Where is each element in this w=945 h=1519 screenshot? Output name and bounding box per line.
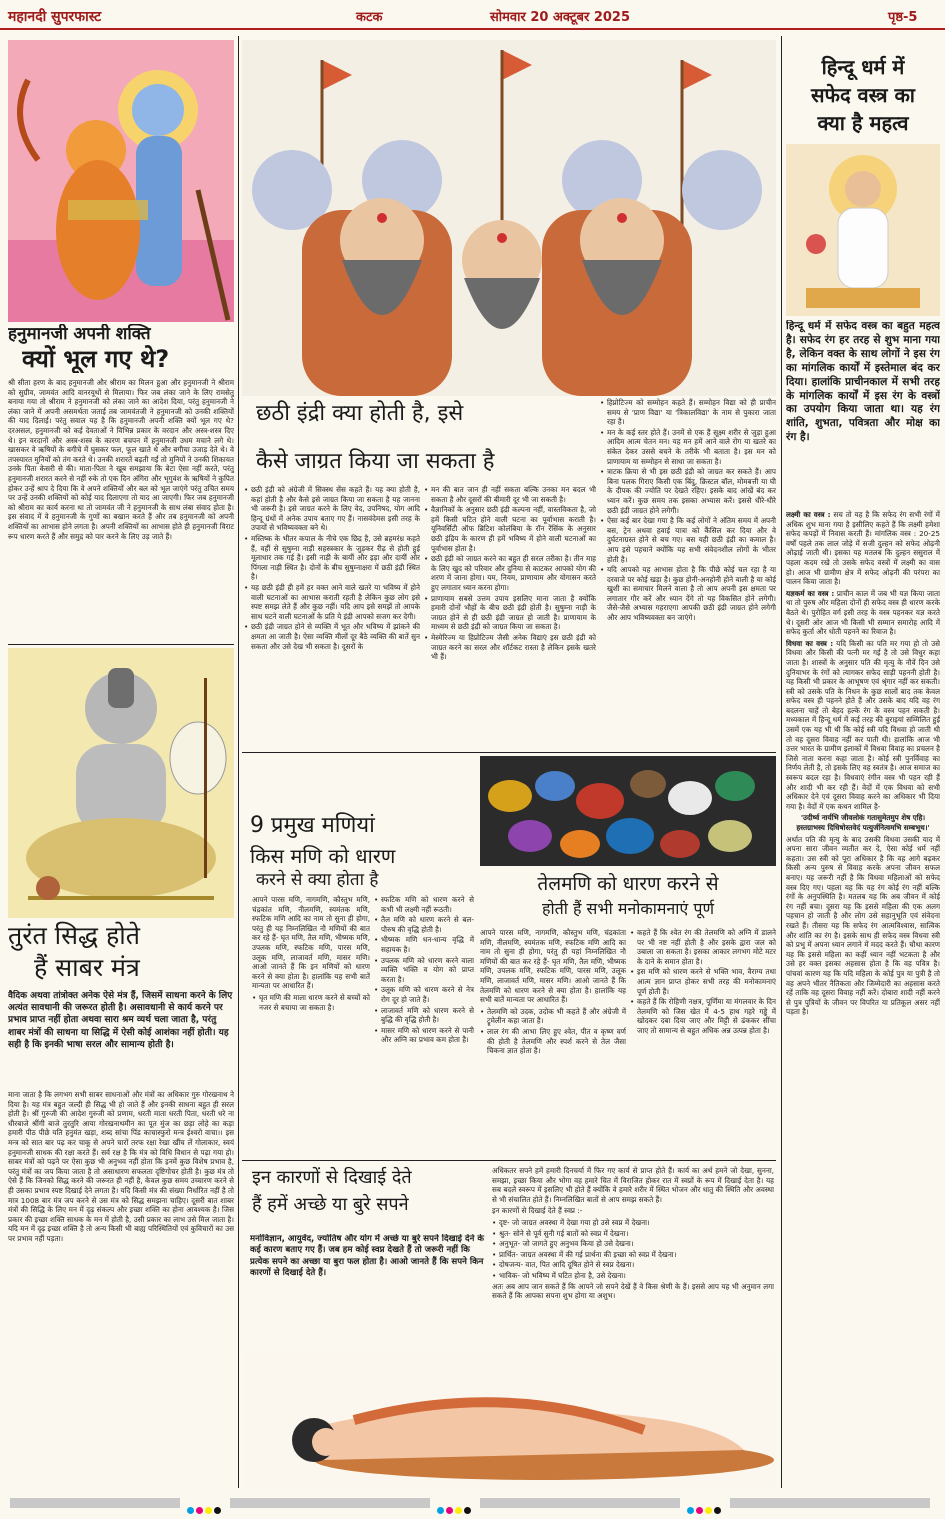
list-item: • छठी इंद्री जाग्रत होने से व्यक्ति में भूत और भविष्य में झांकने की क्षमता आ जाती है। ऐसा व्यक्ति मीलों दूर बैठे व्यक्ति की बातें सुन सकता और उसे देख भी सकता है। दूसरों के [244, 622, 420, 651]
para-lakshmi: सच तो यह है कि सफेद रंग सभी रंगों में अधिक शुभ माना गया है इसीलिए कहते हैं कि लक्ष्मी हमेशा सफेद कपड़ों में निवास करती हैं। मांगलिक वस्त्र : 20-25 वर्षों पहले तक लाल जोड़े में सजी दुल्हन को सफेद ओढ़नी ओढ़ाई जाती थी। इसका यह मतलब कि दुल्हन ससुराल में पहला कदम रखे तो उसके सफेद वस्त्रों में लक्ष्मी का वास हो। आज भी ग्रामीण क्षेत्र में सफेद ओढ़नी की परंपरा का पालन किया जाता है। [786, 510, 940, 587]
sixth-sense-column-2 [424, 485, 596, 748]
list-item: • भीष्मक मणि धन-धान्य वृद्धि में सहायक है। [374, 935, 474, 954]
list-item: • घृत मणि की माला धारण करने से बच्चों को नजर से बचाया जा सकता है। [252, 993, 370, 1012]
white-cloth-lead: हिन्दू धर्म में सफेद वस्त्र का बहुत महत्व है। सफेद रंग हर तरह से शुभ माना गया है, लेकिन वक्त के साथ लोगों ने इस रंग का मांगलिक कार्यों में इस्तेमाल बंद कर दिया। हालांकि प्राचीनकाल में सभी तरह के मांगलिक कार्यों में इस रंग के वस्त्रों का उपयोग किया जाता था। यह रंग शांति, शुभता, पवित्रता और मोक्ष का रंग है। [786, 320, 940, 444]
gems-headline-2: किस मणि को धारण [250, 844, 396, 868]
list-item: • भाविक- जो भविष्य में घटित होना है, उसे देखना। [492, 1271, 774, 1281]
subhead-lakshmi: लक्ष्मी का वस्त्र : [786, 510, 831, 519]
column-rule [238, 36, 239, 1488]
newspaper-name: महानदी सुपरफास्ट [8, 9, 102, 25]
white-cloth-article-body [786, 510, 940, 1488]
opal-intro: आपने पारस मणि, नागमणि, कौस्तुभ मणि, चंद्रकांता मणि, नीलमणि, स्यमंतक मणि, स्फटिक मणि आदि का नाम तो सुना ही होगा, परंतु ही यहां निम्नलिखित नौ मणियों की बात कर रहे हैं- घृत मणि, तैल मणि, भीष्मक मणि, उपलक मणि, स्फटिक मणि, पारस मणि, उलूक मणि, लाजावर्त मणि, मासर मणि। आओ जानते हैं कि तेलमणि को धारण करने से क्या होता है। हालांकि यह सभी बातें मान्यता पर आधारित हैं। [480, 928, 626, 1005]
sixth-sense-column-1 [244, 485, 420, 748]
sabar-headline-1: तुरंत सिद्ध होते [8, 921, 140, 950]
section-rule [8, 644, 234, 645]
gems-headline-1: 9 प्रमुख मणियां [250, 813, 375, 838]
print-registration-bar [0, 1490, 945, 1519]
dreams-intro: इन कारणों से दिखाई देते हैं स्वप्न :- [492, 1206, 583, 1216]
list-item: • प्रार्थित- जाग्रत अवस्था में की गई प्रार्थना की इच्छा को स्वप्न में देखना। [492, 1250, 774, 1260]
para-yagya: प्राचीन काल में जब भी यज्ञ किया जाता था तो पुरुष और महिला दोनों ही सफेद वस्त्र ही धारण करके बैठते थे। पुरोहित वर्ग इसी तरह के वस्त्र पहनकर यज्ञ करते थे। दूसरी ओर आज भी किसी भी सम्मान समारोह आदि में सफेद कुर्ता और धोती पहनने का रिवाज है। [786, 588, 940, 637]
list-item: • यह छठी इंद्री ही हमें हर वक्त आने वाले खतरे या भविष्य में होने वाली घटनाओं का आभास कराती रहती है लेकिन कुछ लोग इसे स्पष्ट समझ लेते हैं और कुछ नहीं। यदि आप इसे समझें तो आपके साथ घटने वाली घटनाओं के प्रति ये इंद्री आपको सजग कर देगी। [244, 583, 420, 621]
opal-column-1 [480, 928, 626, 1156]
registration-strip [730, 1498, 930, 1508]
opal-headline-1: तेलमणि को धारण करने से [537, 873, 719, 895]
shiva-illustration [8, 648, 234, 918]
sabar-article-body: माना जाता है कि लगभग सभी साबर साधनाओं और मंत्रों का अधिकार गुरु गोरखनाथ ने दिया है। यह मंत्र बहुत जल्दी ही सिद्ध भी हो जाते हैं और इनकी साधना बहुत ही सरल होती है। श्रीं गुरुजी की आदेश गुरुजी को प्रणाम, धरती माता धरती पिता, धरती धरे ना धीरबाजे श्रींगी बाजे तुरतुरि आया गोरखनाथमीन का पूत मुंज का छड़ा लोहे का कड़ा हमारी पीठ पीछे यति हनुमंत खड़ा, शब्द सांचा पिंड काचास्फुरो मन्त्र ईश्वरो वाचा।। इस मन्त्र को सात बार पढ़ कर चाकू से अपने चारों तरफ रक्षा रेखा खींच लें गोलाकार, स्वयं हनुमानजी साधक की रक्षा करते हैं। सर्व रक्ष है कि मंत्र को विधि विधान से पढ़ा गया हो। साबर मंत्रों को पढ़ने पर ऐसा कुछ भी अनुभव नहीं होता कि इनमें कुछ विशेष प्रभाव है, परंतु मंत्रों का जप किया जाता है तो असाधारण सफलता दृष्टिगोचर होती है। कुछ मंत्र तो ऐसे हैं कि जिनको सिद्ध करने की जरूरत ही नहीं है, केवल कुछ समय उच्चारण करने से ही उसका प्रभाव स्पष्ट दिखाई देने लगता है। यदि किसी मंत्र की संख्या निर्धारित नहीं है तो मात्र 1008 बार मंत्र जप करने से उस मंत्र को सिद्ध समझना चाहिए। दूसरी बात शाबर मंत्रों की सिद्धि के लिए मन में दृढ़ संकल्प और इच्छा शक्ति का होना आवश्यक है। जिस प्रकार की इच्छा शक्ति साधक के मन में होती है, उसी प्रकार का लाभ उसे मिल जाता है। यदि मन में दृढ़ इच्छा शक्ति है तो अन्य किसी भी बाह्य परिस्थितियों एवं कुविचारों का उस पर प्रभाव नहीं पड़ता। [8, 1090, 234, 1243]
subhead-yagya: यज्ञकर्म का वस्त्र : [786, 588, 835, 598]
list-item: • अनुभूत- जो जागते हुए अनुभव किया हो उसे देखना। [492, 1239, 774, 1249]
sabar-lead: वैदिक अथवा तांत्रोक्त अनेक ऐसे मंत्र हैं, जिसमें साधना करने के लिए अत्यंत सावधानी की जरूरत होती है। असावधानी से कार्य करने पर प्रभाव प्राप्त नहीं होता अथवा सारा श्रम व्यर्थ चला जाता है, परंतु शाबर मंत्रों की साधना या सिद्धि में ऐसी कोई आशंका नहीं होती। यह सही है कि इनकी भाषा सरल और सामान्य होती है। [8, 991, 233, 1050]
list-item: • त्राटक क्रिया से भी इस छठी इंद्री को जाग्रत कर सकते हैं। आप बिना पलक गिराए किसी एक बिंदु, क्रिस्टल बॉल, मोमबत्ती या घी के दीपक की ज्योति पर देखते रहिए। इसके बाद आंखें बंद कर ध्यान करें। कुछ समय तक इसका अभ्यास करें। इससे धीरे-धीरे छठी इंद्री जाग्रत होने लगेगी। [600, 467, 776, 515]
list-item: • कहते हैं कि श्वेत रंग की तेलमणि को अग्नि में डालने पर भी नष्ट नहीं होती है और इसके द्वारा जल को उबाला जा सकता है। इसका आकार लगभग मोटे मटर के दाने के समान होता है। [630, 928, 776, 966]
opal-headline-2: होती हैं सभी मनोकामनाएं पूर्ण [541, 899, 715, 918]
list-item: • ऐसा कई बार देखा गया है कि कई लोगों ने अंतिम समय में अपनी बस, ट्रेन अथवा हवाई यात्रा को कैंसिल कर दिया और वे दुर्घटनाग्रस्त होने से बच गए। बस यही छठी इंद्री का कमाल है। आप इसे पहचाने क्योंकि यह सभी संवेदनशील लोगों के भीतर होती है। [600, 516, 776, 564]
white-cloth-headline-3: क्या है महत्व [817, 111, 909, 135]
list-item: • तेलमणि को उदक, उदोक भी कहते हैं और अंग्रेजी में ट्रूमेलीन कहा जाता है। [480, 1007, 626, 1026]
issue-date: सोमवार 20 अक्टूबर 2025 [490, 10, 631, 25]
list-item: • प्राणायाम सबसे उत्तम उपाय इसलिए माना जाता है क्योंकि हमारी दोनों भौहों के बीच छठी इंद्री होती है। सुषुम्ना नाड़ी के जाग्रत होने से ही छठी इंद्री जाग्रत हो जाती है। प्राणायाम के माध्यम से छठी इंद्री को जाग्रत किया जा सकता है। [424, 594, 596, 632]
gemstones-illustration [480, 756, 776, 866]
column-rule [781, 36, 782, 1488]
list-item: • छठी इंद्री को जाग्रत करने का बहुत ही सरल तरीका है। तीन माह के लिए खुद को परिवार और दुनिया से काटकर आपको योग की शरण में जाना होगा। यम, नियम, प्राणायाम और योगासन करते हुए लगातार ध्यान करना होगा। [424, 554, 596, 592]
subhead-widow: विधवा का वस्त्र : [786, 638, 834, 648]
list-item: • उपलक मणि को धारण करने वाला व्यक्ति भक्ति व योग को प्राप्त करता है। [374, 956, 474, 985]
sadhus-illustration [242, 40, 776, 396]
list-item: • लाजावर्त मणि को धारण करने से बुद्धि की वृद्धि होती है। [374, 1006, 474, 1025]
list-item: • हिप्नोटिज्म को सम्मोहन कहते हैं। सम्मोहन विद्या को ही प्राचीन समय से 'प्राण विद्या' या 'त्रिकालविद्या' के नाम से पुकारा जाता रहा है। [600, 398, 776, 427]
dreams-headline-2: हैं हमें अच्छे या बुरे सपने [252, 1194, 409, 1215]
registration-strip [230, 1498, 430, 1508]
sixth-sense-headline-1: छठी इंद्री क्या होती है, इसे [256, 401, 464, 426]
gems-column-1 [252, 895, 370, 1145]
list-item: • तैल मणि को धारण करने से बल-पौरुष की वृद्धि होती है। [374, 915, 474, 934]
gems-intro: आपने पारस मणि, नागमणि, कौस्तुभ मणि, चंद्रकांत मणि, नीलमणि, स्यमंतक मणि, स्फटिक मणि आदि का नाम तो सुना ही होगा, परंतु ही यह निम्नलिखित नौ मणियों की बात कर रहे हैं- घृत मणि, तैल मणि, भीष्मक मणि, उपलक मणि, स्फटिक मणि, पारस मणि, उलूक मणि, लाजावर्त मणि, मासर मणि। आओ जानते हैं कि इन मणियों को धारण करने से क्या होता है। हालांकि यह सभी बातें मान्यता पर आधारित हैं। [252, 895, 370, 991]
gems-column-2 [374, 895, 474, 1145]
section-rule [242, 752, 776, 753]
registration-strip [480, 1498, 680, 1508]
list-item: • इस मणि को धारण करने से भक्ति भाव, वैराग्य तथा आत्म ज्ञान प्राप्त होकर सभी तरह की मनोकामनाएं पूर्ण होती हैं। [630, 967, 776, 996]
hanuman-headline-1: हनुमानजी अपनी शक्ति [8, 324, 151, 344]
list-item: • यदि आपको यह आभास होता है कि पीछे कोई चल रहा है या दरवाजे पर कोई खड़ा है। कुछ होनी-अनहोनी होने वाली है या कोई खुशी का समाचार मिलने वाला है तो आप अपनी इस क्षमता पर लगातार गौर करें और ध्यान देंगे तो यह विकसित होने लगेगी। जैसे-जैसे अभ्यास गहराएगा आपकी छठी इंद्री जाग्रत होने लगेगी और आप भविष्यवक्ता बन जाएंगे। [600, 565, 776, 623]
list-item: • लाल रंग की आभा लिए हुए श्वेत, पीत व कृष्ण वर्ण की होती है तेलमणि और स्पर्श करने से तेल जैसा चिकना ज्ञात होता है। [480, 1027, 626, 1056]
dreams-body: अधिकतर सपने हमें हमारी दिनचर्या में फिर गए कार्य से प्राप्त होते हैं। कार्य का अर्थ हमने जो देखा, सुनना, समझा, इच्छा किया और भोगा वह हमारे चित में विराजित होकर रात में स्वप्नों के रूप में दिखाई देता है। यह सब बदले स्वरूप में इसलिए भी होते हैं क्योंकि वे हमारे शरीर में स्थित भोजन और धातु की स्थिति और अवस्था से भी संचालित होते हैं। निम्नलिखित बातों से आप समझ सकते हैं। [492, 1166, 774, 1204]
list-item: • दृष्ट- जो जाग्रत अवस्था में देखा गया हो उसे स्वप्न में देखना। [492, 1218, 774, 1228]
white-cloth-headline-2: सफेद वस्त्र का [811, 83, 915, 107]
page-header [0, 0, 945, 30]
list-item: • मेस्मेरिज्म या हिप्नोटिज्म जैसी अनेक विद्याएं इस छठी इंद्री को जाग्रत करने का सरल और शॉर्टकट रास्ता है लेकिन इसके खतरे भी हैं। [424, 633, 596, 662]
para-widow: यदि किसी का पति मर गया हो तो उसे विधवा और किसी की पत्नी मर गई है तो उसे विधुर कहा जाता है। शास्त्रों के अनुसार पति की मृत्यु के नौवें दिन उसे दुनियाभर के रंगों को त्यागकर सफेद साड़ी पहननी होती है। यह किसी भी प्रकार के आभूषण एवं श्रृंगार नहीं कर सकती। स्त्री को उसके पति के निधन के कुछ सालों बाद तक केवल सफेद वस्त्र ही पहनने होते हैं और उसके बाद यदि वह रंग बदलना चाहें तो बेहद हल्के रंग के वस्त्र पहन सकती है। मध्यकाल में हिन्दू धर्म में कई तरह की बुराइयां सम्मिलित हुईं उसमें एक यह भी थी कि कोई स्त्री यदि विधवा हो जाती थी तो वह दूसरा विवाह नहीं कर पाती थी। हालांकि आज भी उत्तर भारत के ग्रामीण इलाकों में विधवा विवाह का प्रचलन है जिसे नाता करना कहा जाता है। कोई स्त्री पुनर्विवाह का निर्णय लेती है, तो इसके लिए वह स्वतंत्र है। आज समाज का स्वरूप बदल रहा है। विधवाएं रंगीन वस्त्र भी पहन रही हैं और शादी भी कर रही हैं। वेदों में एक विधवा को सभी अधिकार देने एवं दूसरा विवाह करने का अधिकार भी दिया गया है। वेदों में एक कथन शामिल है- [786, 638, 940, 811]
list-item: • मन के कई स्तर होते हैं। उनमें से एक हैं सूक्ष्म शरीर से जुड़ा हुआ आदिम आत्म चेतन मन। यह मन हमें आने वाले रोग या खतरे का संकेत देकर उससे बचने के तरीके भी बताता है। इस मन को प्राणायाम या सम्मोहन से साधा जा सकता है। [600, 428, 776, 466]
hanuman-illustration [8, 40, 234, 322]
dreams-headline-1: इन कारणों से दिखाई देते [252, 1167, 412, 1188]
sabar-headline-2: हैं साबर मंत्र [34, 953, 140, 982]
vedic-quote: 'उदीर्ष्व नार्यभि जीवलोकं गतासुमेतमुप शेष एहि। हस्तग्राभस्य दिधिषोस्तवेदं पत्युर्जनित्वमभि सम्बभूथ।' [796, 813, 930, 832]
dreams-lead: मनोविज्ञान, आयुर्वेद, ज्योतिष और योग में अच्छे या बुरे सपने दिखाई देने के कई कारण बताए गए हैं। जब हम कोई स्वप्न देखते हैं तो जरूरी नहीं कि प्रत्येक सपने का अच्छा या बुरा फल होता है। आओ जानते हैं कि सपने किन कारणों से दिखाई देते हैं। [250, 1234, 484, 1279]
list-item: • उलूक मणि को धारण करने से नेत्र रोग दूर हो जाते हैं। [374, 985, 474, 1004]
list-item: • श्रुत- सोने से पूर्व सुनी गई बातों को स्वप्न में देखना। [492, 1229, 774, 1239]
list-item: • दोषजन्य- वात, पित आदि दूषित होने से स्वप्न देखना। [492, 1260, 774, 1270]
page-number: पृष्ठ-5 [888, 10, 918, 25]
edition-city: कटक [356, 10, 383, 25]
list-item: • मस्तिष्क के भीतर कपाल के नीचे एक छिद्र है, उसे ब्रहमरंध्र कहते हैं, वहीं से सुषुम्ना नाड़ी सहस्त्रकार के जुड़कर रीढ़ से होती हुई मूलाधार तक गई है। इसी नाड़ी के बायीं और इड़ा और दायीं ओर पिंगला नाड़ी स्थित है। दोनों के बीच सुषुम्नाक्षरा में छठी इंद्री स्थित है। [244, 534, 420, 582]
list-item: • कहते हैं कि रोहिणी नक्षत्र, पूर्णिमा या मंगलवार के दिन तेलमणि को जिस खेत में 4-5 हाथ गहरे गड्ढे में खोदकर दबा दिया जाए और मिट्टी से ढंककर सींचा जाए तो सामान्य से बहुत अधिक अन्न उत्पन्न होता है। [630, 997, 776, 1035]
list-item: • मासर मणि को धारण करने से पानी और अग्नि का प्रभाव कम होता है। [374, 1026, 474, 1045]
white-cloth-headline-1: हिन्दू धर्म में [821, 55, 905, 79]
sixth-sense-headline-2: कैसे जाग्रत किया जा सकता है [256, 449, 495, 474]
registration-dots [436, 1499, 472, 1518]
list-item: • स्फटिक मणि को धारण करने से कभी भी लक्ष्मी नहीं रूठती। [374, 895, 474, 914]
para-conclusion: अर्थात पति की मृत्यु के बाद उसकी विधवा उसकी याद में अपना सारा जीवन व्यतीत कर दे, ऐसा कोई धर्म नहीं कहता। उस स्त्री को पूरा अधिकार है कि वह आगे बढ़कर किसी अन्य पुरुष से विवाह करके अपना जीवन सफल बनाए। यह जरूरी नहीं है कि विधवा महिलाओं को सफेद वस्त्र दिए गए। पहला यह कि यह रंग कोई रंग नहीं बल्कि रंगों के अनुपस्थिति है। मतलब यह कि अब जीवन में कोई रंग नहीं बचा। दूसरा यह कि इससे महिला की एक अलग पहचान हो जाती है और लोग उसे सहानुभूति एवं संवेदना रखते हैं। तीसरा यह कि सफेद रंग आत्मविश्वास, सात्विक और शांति का रंग है। इसके साथ ही सफेद वस्त्र विधवा स्त्री को प्रभु में अपना ध्यान लगाने में मदद करते हैं। चौथा कारण यह कि इससे महिला का कहीं ध्यान नहीं भटकता है और उसे हर वक्त इसका अहसास होता है कि वह पवित्र है। पांचवां कारण यह कि यदि महिला के कोई पुत्र या पुत्री है तो वह अपने भीतर नैतिकता और जिम्मेदारी का अहसास करते रहें ताकि वह दूसरा विवाह नहीं करें। दोबारा शादी नहीं करने से पुत्र पुत्रियों के जीवन पर विपरित या प्रतिकूल असर नहीं पड़ता है। [786, 834, 940, 1017]
list-item: • मन की बात जान ही नहीं सकता बल्कि उनका मन बदल भी सकता है और दूसरों की बीमारी दूर भी जा सकती है। [424, 485, 596, 504]
list-item: • छठी इंद्री को अंग्रेजी में सिक्स्थ सेंस कहते हैं। यह क्या होती है, कहां होती है और कैसे इसे जाग्रत किया जा सकता है यह जानना भी जरूरी है। इसे जाग्रत करने के लिए वेद, उपनिषद, योग आदि हिन्दू ग्रंथों में अनेक उपाय बताए गए हैं। नासवंदेमस इसी तरह के उपायों से भविष्यवक्ता बने थे। [244, 485, 420, 533]
opal-column-2 [630, 928, 776, 1156]
registration-dots [186, 1499, 222, 1518]
registration-dots [686, 1499, 722, 1518]
hanuman-headline-2: क्यों भूल गए थे? [22, 345, 170, 373]
dreams-article-body [492, 1166, 774, 1356]
registration-strip [10, 1498, 180, 1508]
hanuman-article-body: श्री सीता हरण के बाद हनुमानजी और श्रीराम का मिलन हुआ और हनुमानजी ने श्रीराम को सुग्रीव, जामवंत आदि वानरयूथों से मिलाया। फिर जब लंका जाने के लिए रामसेतु बनाया गया तो श्रीराम ने हनुमानजी को लंका जाने का आदेश दिया, परंतु हनुमानजी ने लंका जाने में अपनी असमर्थता जताई तब जामवंतजी ने हनुमानजी को उनकी शक्तियों की याद दिलाई। परंतु सवाल यह है कि हनुमानजी अपनी शक्ति क्यों भूल गए थे? दरअसल, हनुमानजी को कई देवताओं ने विभिन्न प्रकार के वरदान और अस्त्र-शस्त्र दिए थे। इन वरदानों और अस्त्र-शस्त्र के कारण बचपन में हनुमानजी उधम मचाने लगे थे। खासकर वे ऋषियों के बगीचे में घुसकर फल, फूल खाते थे और बगीचा उजाड़ देते थे। वे तपस्यारत मुनियों को तंग करते थे। उनकी शरारतें बढ़ती गईं तो मुनियों ने उनकी शिकायत उनके पिता केसरी से की। माता-पिता ने खूब समझाया कि बेटा ऐसा नहीं करते, परंतु हनुमानजी शरारत करने से नहीं रुके तो एक दिन अंगिरा और भृगुवंश के ऋषियों ने कुपित होकर उन्हें श्राप दे दिया कि वे अपने शक्तियों और बल को भूल जाएंगे परंतु उचित समय पर उन्हें उनकी शक्तियों को कोई याद दिलाएगा तो याद आ जाएगी। फिर जब हनुमानजी को श्रीराम का कार्य करना था तो जामवंत जी ने हनुमानजी के साथ लंबा संवाद होता है। इस संवाद में वे हनुमानजी के गुणों का बखान करते हैं और तब हनुमानजी को अपनी शक्तियों का आभास होने लगता है। अपनी शक्तियों का आभास होते ही हनुमानजी विराट रूप धारण करते हैं और समुद्र को पार करने के लिए उड़ जाते हैं। [8, 378, 234, 541]
saraswati-illustration [786, 144, 940, 316]
sixth-sense-column-3 [600, 398, 776, 736]
gems-headline-3: करने से क्या होता है [256, 870, 379, 890]
list-item: • वैज्ञानिकों के अनुसार छठी इंद्री कल्पना नहीं, वास्तविकता है, जो हमें किसी घटित होने वाली घटना का पूर्वाभास कराती है। यूनिवर्सिटी ऑफ ब्रिटिश कोलंबिया के रॉन रेंसिंक के अनुसार छठी इंद्रिय के कारण ही हमें भविष्य में होने वाली घटनाओं का पूर्वाभास होता है। [424, 505, 596, 553]
section-rule [242, 1160, 776, 1161]
dreams-outro: अतः अब आप जान सकते हैं कि आपने जो सपने देखें हैं वे किस श्रेणी के हैं। इससे आप यह भी अनुमान लगा सकते हैं कि आपका सपना शुभ होगा या अशुभ। [492, 1281, 774, 1301]
sleeping-woman-illustration [244, 1350, 776, 1486]
